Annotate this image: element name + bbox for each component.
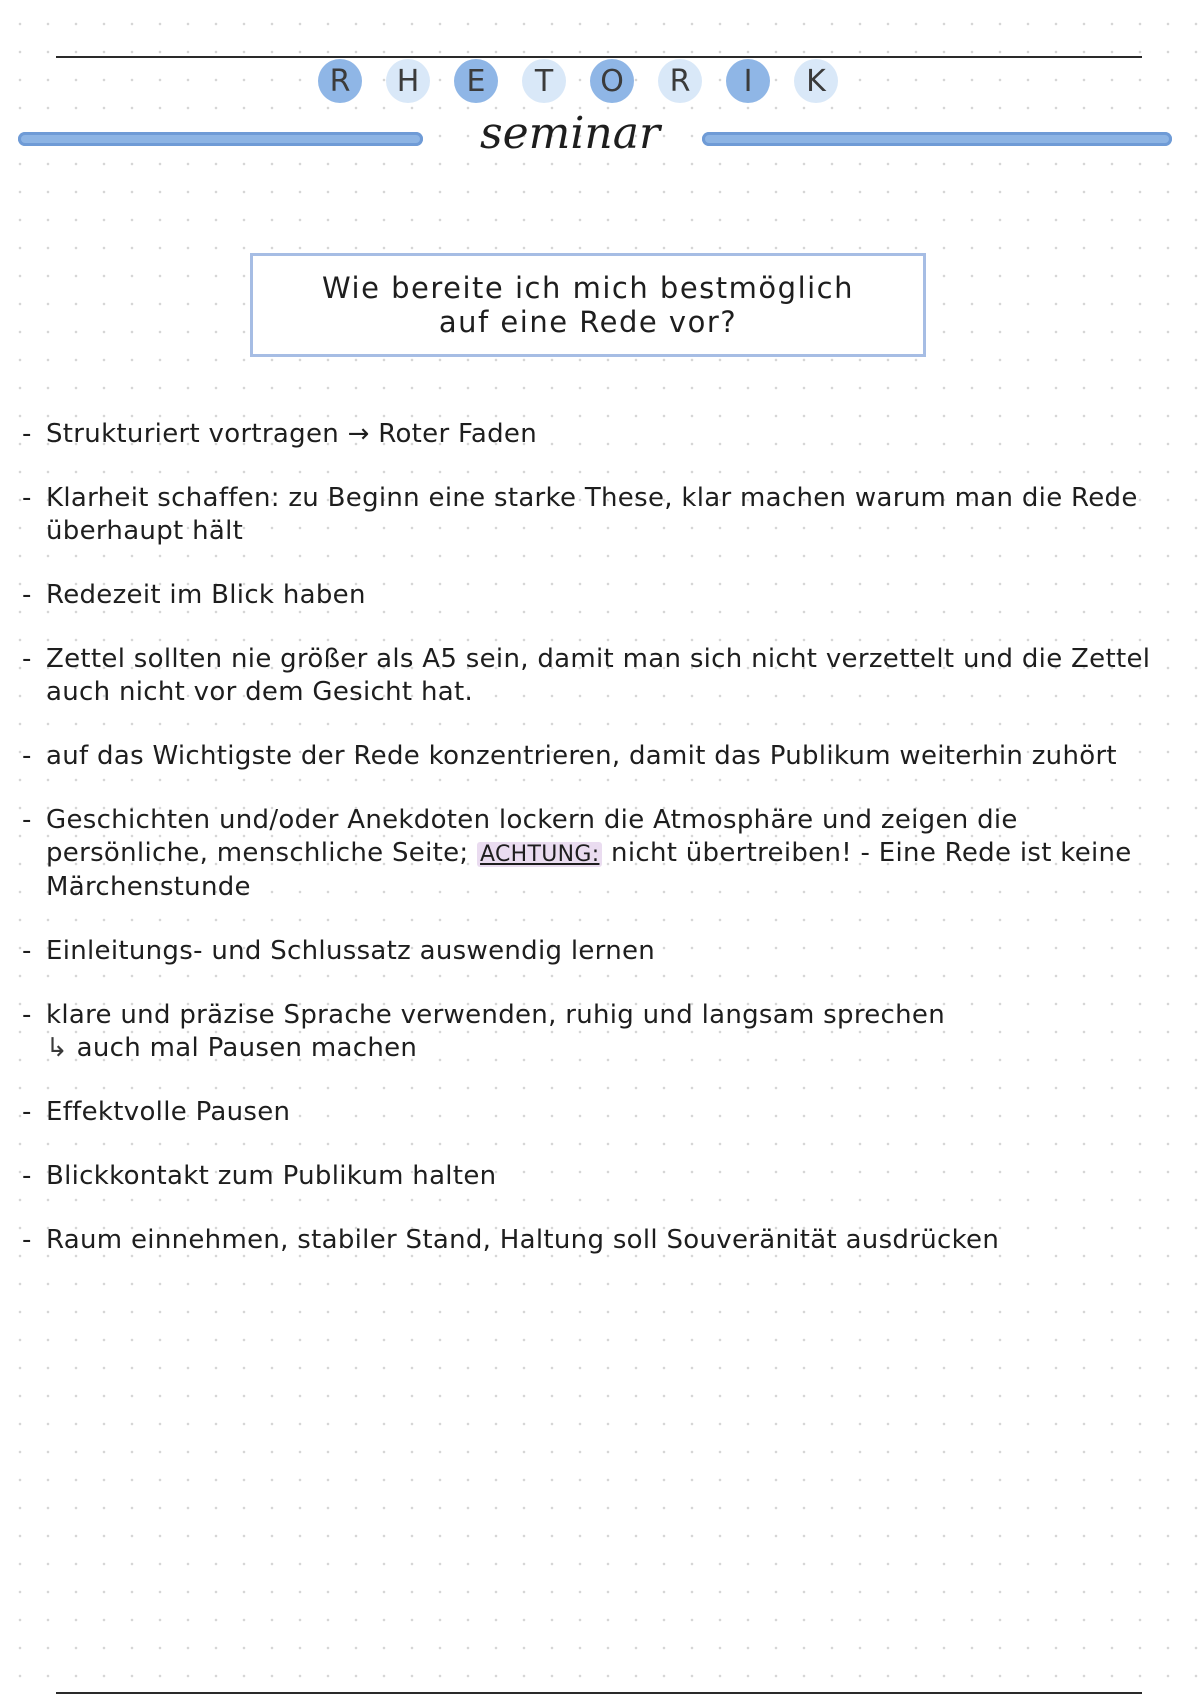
bullet-dash: -: [22, 419, 32, 449]
list-item: [22, 999, 1172, 1065]
decorative-band-left: [18, 132, 423, 146]
list-item: [22, 740, 1172, 773]
bullet-dash: -: [22, 1225, 32, 1255]
bullet-dash: -: [22, 644, 32, 674]
bullet-dash: -: [22, 805, 32, 835]
note-text: Raum einnehmen, stabiler Stand, Haltung soll Souveränität ausdrücken: [46, 1225, 1000, 1255]
title-letter: K: [794, 59, 838, 103]
list-item: [22, 1224, 1172, 1257]
notes-list: [22, 418, 1172, 1288]
list-item: [22, 935, 1172, 968]
list-item: [22, 643, 1172, 709]
note-text: Redezeit im Blick haben: [46, 580, 366, 610]
bullet-dash: -: [22, 741, 32, 771]
bullet-dash: -: [22, 1000, 32, 1030]
note-text: [46, 804, 1172, 904]
note-text-part: klare und präzise Sprache verwenden, ruhig und langsam sprechen: [46, 1000, 945, 1030]
page-subtitle: seminar: [479, 108, 661, 159]
list-item: [22, 804, 1172, 904]
bullet-dash: -: [22, 1097, 32, 1127]
title-letter: H: [386, 59, 430, 103]
list-item: [22, 579, 1172, 612]
question-box: [250, 253, 926, 357]
list-item: [22, 418, 1172, 451]
note-text: Zettel sollten nie größer als A5 sein, damit man sich nicht verzettelt und die Zettel auch nicht vor dem Gesicht hat.: [46, 644, 1151, 707]
bottom-rule: [56, 1692, 1142, 1694]
warning-highlight: ACHTUNG:: [477, 842, 602, 867]
title-letter: I: [726, 59, 770, 103]
list-item: [22, 1096, 1172, 1129]
sub-arrow-icon: ↳: [46, 1033, 69, 1063]
title-letter: T: [522, 59, 566, 103]
title-letter: R: [658, 59, 702, 103]
note-text-part: nicht übertreiben! - Eine Rede ist keine Märchenstunde: [46, 838, 1132, 902]
title-letter: R: [318, 59, 362, 103]
bullet-dash: -: [22, 936, 32, 966]
question-line-1: Wie bereite ich mich bestmöglich: [321, 271, 855, 305]
title-letter: O: [590, 59, 634, 103]
bullet-dash: -: [22, 580, 32, 610]
bullet-dash: -: [22, 1161, 32, 1191]
list-item: [22, 1160, 1172, 1193]
list-item: [22, 482, 1172, 548]
decorative-band-right: [702, 132, 1172, 146]
question-line-2: auf eine Rede vor?: [438, 305, 738, 339]
title-rhetorik: [318, 58, 838, 104]
note-text: auf das Wichtigste der Rede konzentrieren, damit das Publikum weiterhin zuhört: [46, 741, 1117, 771]
note-text: [46, 999, 1172, 1065]
note-text: Strukturiert vortragen → Roter Faden: [46, 419, 537, 449]
bullet-dash: -: [22, 483, 32, 513]
note-text: Effektvolle Pausen: [46, 1097, 291, 1127]
note-text: Klarheit schaffen: zu Beginn eine starke These, klar machen warum man die Rede überhaupt hält: [46, 483, 1138, 546]
note-text: Einleitungs- und Schlussatz auswendig lernen: [46, 936, 656, 966]
title-letter: E: [454, 59, 498, 103]
note-text-part: auch mal Pausen machen: [76, 1033, 418, 1063]
note-text: Blickkontakt zum Publikum halten: [46, 1161, 497, 1191]
note-text-part: Geschichten und/oder Anekdoten lockern die Atmosphäre und zeigen die persönliche, menschliche Seite;: [46, 805, 1018, 868]
